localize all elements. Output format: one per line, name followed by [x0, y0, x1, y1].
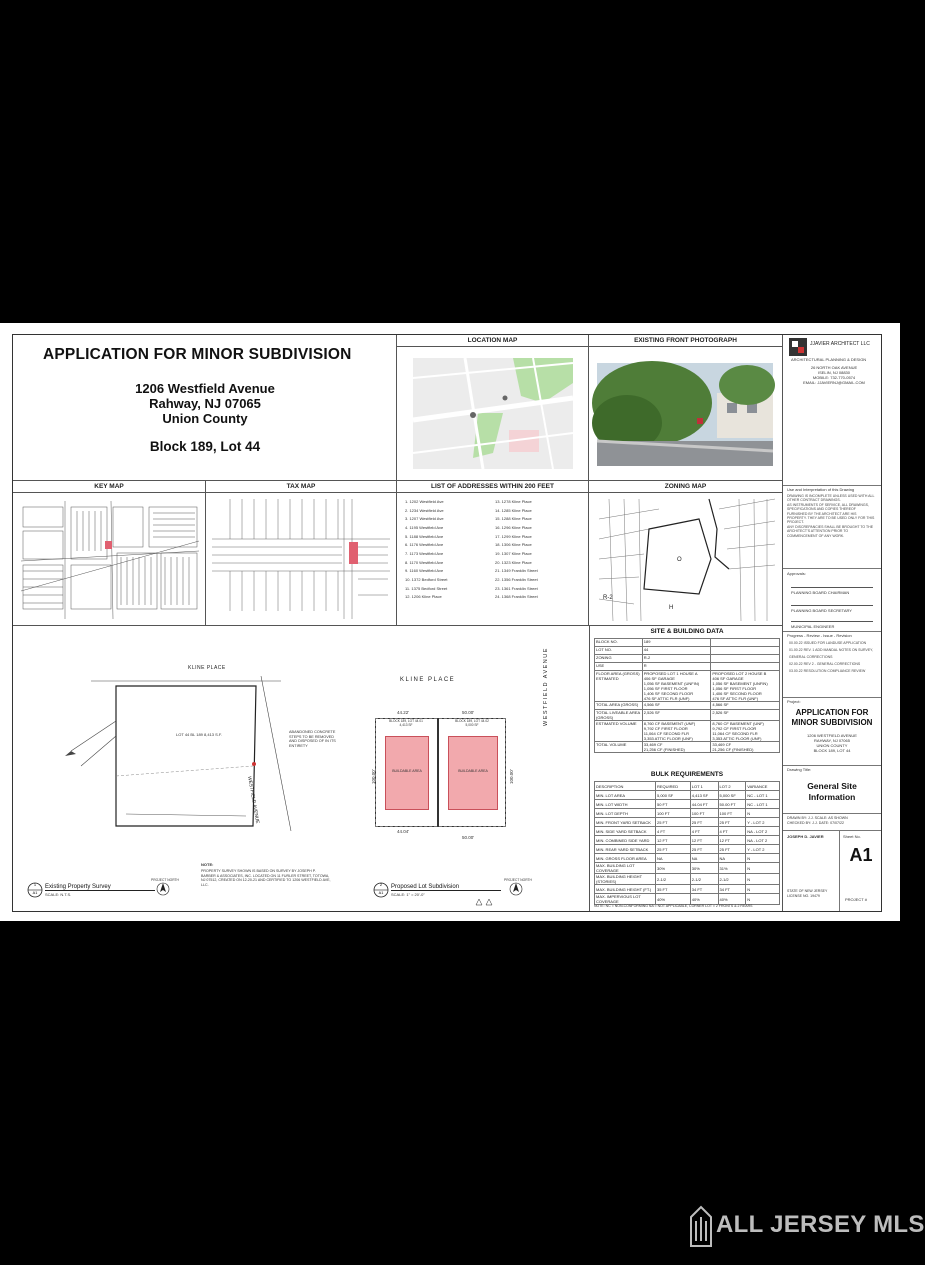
bulk-row	[595, 809, 780, 818]
bulk-cell: N	[746, 874, 780, 885]
bulk-cell: 4 FT	[690, 827, 718, 836]
data-panel	[589, 626, 783, 911]
bulk-row	[595, 836, 780, 845]
front-photograph	[597, 363, 773, 466]
north-arrow-icon	[509, 882, 523, 896]
sign-secretary: PLANNING BOARD SECRETARY	[791, 608, 852, 613]
site-data-value	[711, 639, 780, 647]
block-lot: Block 189, Lot 44	[149, 439, 261, 454]
bulk-cell: NC - LOT 1	[746, 791, 780, 800]
dim-left: 100.00'	[371, 769, 376, 784]
abandoned-steps-note: ABANDONED CONCRETE STEPS TO BE REMOVED AND DISPOSED OF IN ITS ENTIRETY	[289, 730, 336, 748]
site-data-value: 4,566 SF	[642, 702, 711, 710]
revision-item: 03.00.22 RESOLUTION COMPLIANCE REVIEW	[789, 669, 866, 673]
site-data-row	[595, 639, 780, 647]
address-line-1: 1206 Westfield Avenue	[135, 381, 275, 396]
address-item: 22. 1356 Franklin Street	[495, 577, 538, 583]
revision-item: 02.00.22 REV 2 - GENERAL CORRECTIONS	[789, 662, 861, 666]
bulk-cell: 2-1/2	[656, 874, 691, 885]
front-photo-label: EXISTING FRONT PHOTOGRAPH	[589, 335, 782, 347]
address-list-right	[493, 497, 583, 601]
caption-sheet: A1	[32, 891, 38, 895]
survey-caption: Existing Property Survey	[45, 884, 155, 891]
bulk-cell: 2-1/2	[718, 874, 746, 885]
bulk-cell: MAX. BUILDING LOT COVERAGE	[595, 863, 656, 874]
site-data-value: PROPOSED LOT 1 HOUSE A 406 SF GARAGE 1,056 SF BASEMENT (UNFIN) 1,056 SF FIRST FLOOR 1,406 SF SECOND FLOOR 476 SF ATTIC FLR (UNF)	[642, 671, 711, 702]
bulk-cell: 25 FT	[656, 845, 691, 854]
bulk-cell: MIN. LOT WIDTH	[595, 800, 656, 809]
bulk-cell: 5,000 SF	[718, 791, 746, 800]
address-item: 8. 1170 Westfield Ave	[405, 559, 444, 565]
use-text: DRAWING IS INCOMPLETE UNLESS USED WITH ALL OTHER CONTRACT DRAWINGS. AS INSTRUMENTS OF SERVICE, ALL DRAWINGS, SPECIFICATIONS AND COPIES THEREOF FURNISHED BY THE ARCHITECT ARE HIS PROPERTY. THEY ARE TO BE USED ONLY FOR THIS PROJECT. ANY DISCREPANCIES SHALL BE BROUGHT TO THE ARCHITECT'S ATTENTION PRIOR TO COMMENCEMENT OF ANY WORK.	[787, 494, 875, 538]
use-heading: Use and Interpretation of this Drawing	[787, 487, 855, 492]
dim-top-right: 50.00'	[462, 710, 475, 715]
dim-right: 100.00'	[509, 769, 514, 784]
bulk-column-header: VARIANCE	[746, 782, 780, 791]
survey-scale: SCALE: N.T.S.	[45, 892, 72, 897]
site-data-row	[595, 721, 780, 742]
bulk-cell: 12 FT	[690, 836, 718, 845]
lot-1-buildable-area	[385, 736, 429, 810]
address-item: 9. 1160 Westfield Ave	[405, 568, 444, 574]
site-data-value	[711, 647, 780, 655]
bulk-row	[595, 827, 780, 836]
addresses-panel	[397, 481, 589, 626]
bulk-cell: 25 FT	[718, 845, 746, 854]
site-data-label: ESTIMATED VOLUME	[595, 721, 643, 742]
address-item: 21. 1349 Franklin Street	[495, 568, 538, 574]
bulk-cell: Y - LOT 2	[746, 845, 780, 854]
site-data-value: 33,469 CF 21,256 CF (FINISHED)	[642, 742, 711, 753]
address-item: 3. 1207 Westfield Ave	[405, 516, 444, 522]
address-line-2: Rahway, NJ 07065	[149, 396, 261, 411]
survey-street-top: KLINE PLACE	[188, 665, 226, 671]
drawings-panel	[13, 626, 589, 911]
zone-label-h: H	[669, 605, 674, 611]
sheet-no-label: Sheet No.	[843, 834, 861, 839]
key-map-panel	[13, 481, 206, 626]
firm-name: JJAVIER ARCHITECT LLC	[810, 341, 870, 347]
drawn-by: DRAWN BY: J.J. SCALE: AS SHOWN	[787, 816, 848, 820]
site-data-heading: SITE & BUILDING DATA	[650, 628, 724, 635]
project-number-label: PROJECT #	[845, 897, 867, 902]
bulk-cell: 25 FT	[690, 818, 718, 827]
sheet-number: A1	[849, 845, 873, 865]
sign-engineer: MUNICIPAL ENGINEER	[791, 624, 835, 629]
lot-2-buildable-label: BUILDABLE AREA	[458, 769, 488, 773]
lot-2-label: BLOCK 189, LOT 44.02 5,000 SF	[455, 719, 489, 727]
bulk-row	[595, 885, 780, 894]
bulk-cell: MIN. FRONT YARD SETBACK	[595, 818, 656, 827]
bulk-row	[595, 894, 780, 905]
address-item: 16. 1296 Kline Place	[495, 524, 532, 530]
bulk-column-header: LOT 2	[718, 782, 746, 791]
address-item: 1. 1202 Westfield Ave	[405, 498, 444, 504]
survey-note-text: PROPERTY SURVEY SHOWN IS BASED ON SURVEY BY JOSEPH P. BARBER & ASSOCIATES, INC. LOCATED ON 11 FURLER STREET, TOTOWA, NJ 07512, CREATED ON 12-20-21 AND CERTIFIED TO 1206 WESTFIELD AVE, LLC.	[201, 869, 331, 887]
proposed-north-label: PROJECT NORTH	[504, 878, 532, 882]
progress-label: Progress - Review - Issue - Revision	[787, 633, 852, 638]
bulk-cell: 25 FT	[690, 845, 718, 854]
bulk-cell: NA	[690, 854, 718, 863]
site-data-row	[595, 663, 780, 671]
bulk-row	[595, 854, 780, 863]
proposed-street-side: WESTFIELD AVENUE	[543, 647, 549, 726]
project-address: 1206 WESTFIELD AVENUE RAHWAY, NJ 07065 UNION COUNTY BLOCK 189, LOT 44	[807, 733, 857, 753]
address-item: 6. 1176 Westfield Ave	[405, 542, 444, 548]
site-data-label: ZONING	[595, 655, 643, 663]
site-data-value: 44	[642, 647, 711, 655]
site-data-row	[595, 655, 780, 663]
bulk-cell: N	[746, 863, 780, 874]
north-arrow-icon	[156, 882, 170, 896]
proposed-scale: SCALE: 1" = 20'-0"	[391, 892, 425, 897]
bulk-cell: 30%	[690, 863, 718, 874]
tax-map	[212, 499, 390, 619]
site-data-value: 2,526 SF	[711, 710, 780, 721]
bulk-cell: MIN. SIDE YARD SETBACK	[595, 827, 656, 836]
address-item: 13. 1278 Kline Place	[495, 498, 532, 504]
site-data-row	[595, 742, 780, 753]
proposed-street-top: KLINE PLACE	[400, 677, 456, 683]
site-data-label: BLOCK NO.	[595, 639, 643, 647]
bulk-cell: 12 FT	[718, 836, 746, 845]
bulk-requirements-table	[594, 781, 780, 905]
title-panel	[13, 335, 397, 481]
existing-survey-plan	[21, 656, 321, 841]
address-item: 11. 1375 Bedford Street	[405, 585, 448, 591]
revision-item: 01.00.22 REV. 1 ADD MANDAL NOTES ON SURVEY, GENERAL CORRECTIONS	[789, 648, 874, 659]
bulk-cell: 12 FT	[656, 836, 691, 845]
proposed-caption: Proposed Lot Subdivision	[391, 884, 501, 891]
site-data-value: 2,526 SF	[642, 710, 711, 721]
site-data-label: TOTAL VOLUME	[595, 742, 643, 753]
dim-top-left: 44.22'	[397, 710, 410, 715]
bulk-cell: 40%	[718, 894, 746, 905]
zoning-map-label: ZONING MAP	[589, 481, 782, 493]
zone-label-o: O	[677, 557, 682, 563]
survey-street-side: WESTFIELD AVENUE	[246, 776, 260, 825]
address-item: 20. 1323 Kline Place	[495, 559, 532, 565]
bulk-cell: 100 FT	[690, 809, 718, 818]
site-data-value: 189	[642, 639, 711, 647]
dim-bottom-left: 44.04'	[397, 829, 410, 834]
drawing-title-label: Drawing Title:	[787, 767, 812, 772]
site-data-row	[595, 710, 780, 721]
architect-name: JOSEPH D. JAVIER	[787, 834, 824, 839]
caption-number: 2	[379, 882, 383, 887]
site-data-label: LOT NO.	[595, 647, 643, 655]
bulk-cell: MIN. LOT DEPTH	[595, 809, 656, 818]
drawing-sheet	[0, 323, 900, 921]
bulk-cell: 50.00 FT	[718, 800, 746, 809]
site-data-value	[711, 663, 780, 671]
address-item: 19. 1307 Kline Place	[495, 550, 532, 556]
revision-item: 00.00.22 ISSUED FOR LANDUSE APPLICATION	[789, 641, 867, 645]
zoning-map	[599, 499, 775, 621]
lot-1-label: BLOCK 189, LOT 44.01 4,413 SF	[389, 719, 423, 727]
bulk-heading: BULK REQUIREMENTS	[650, 771, 724, 778]
location-map-panel	[397, 335, 589, 481]
firm-address: 26 NORTH OAK AVENUE ISELIN, NJ 08830 MOBILE: 732-770-0574 EMAIL: JJAVIERNJ@GMAIL.COM	[803, 365, 865, 385]
address-item: 23. 1361 Franklin Street	[495, 585, 538, 591]
site-data-label: TOTAL AREA (GROSS)	[595, 702, 643, 710]
location-map	[413, 358, 573, 469]
approvals-label: Approvals:	[787, 571, 806, 576]
bulk-cell: N	[746, 854, 780, 863]
address-item: 10. 1372 Bedford Street	[405, 577, 448, 583]
bulk-row	[595, 800, 780, 809]
site-data-value	[711, 655, 780, 663]
firm-logo-icon	[789, 338, 807, 356]
address-item: 7. 1173 Westfield Ave	[405, 550, 444, 556]
firm-subtitle: ARCHITECTURAL PLANNING & DESIGN	[791, 357, 867, 362]
bulk-note: NOTE: NC = NON-CONFORMING NA = NOT APPLICABLE, CORNER LOT = 2 FRONTS & 2 REARS	[594, 904, 753, 908]
bulk-row	[595, 818, 780, 827]
site-data-value: R	[642, 663, 711, 671]
address-line-3: Union County	[162, 411, 248, 426]
front-photo-panel	[589, 335, 783, 481]
license-info: STATE OF NEW JERSEY LICENSE NO. 19479	[787, 889, 828, 898]
bulk-cell: 40%	[690, 894, 718, 905]
title-block	[783, 335, 881, 911]
bulk-cell: 25 FT	[718, 818, 746, 827]
site-data-table	[594, 638, 780, 753]
bulk-cell: MIN. REAR YARD SETBACK	[595, 845, 656, 854]
bulk-cell: N	[746, 894, 780, 905]
site-data-row	[595, 647, 780, 655]
address-item: 5. 1188 Westfield Ave	[405, 533, 444, 539]
bulk-cell: NA	[656, 854, 691, 863]
zoning-map-panel	[589, 481, 783, 626]
bulk-row	[595, 874, 780, 885]
bulk-cell: Y - LOT 2	[746, 818, 780, 827]
site-data-label: FLOOR AREA (GROSS) ESTIMATED	[595, 671, 643, 702]
bulk-cell: NA - LOT 2	[746, 836, 780, 845]
survey-north-label: PROJECT NORTH	[151, 878, 179, 882]
revision-list	[789, 640, 877, 675]
bulk-cell: MIN. GROSS FLOOR AREA	[595, 854, 656, 863]
bulk-cell: 4 FT	[656, 827, 691, 836]
bulk-cell: MAX. BUILDING HEIGHT (FT.)	[595, 885, 656, 894]
bulk-cell: 25 FT	[656, 818, 691, 827]
bulk-cell: 30%	[656, 863, 691, 874]
location-map-label: LOCATION MAP	[397, 335, 588, 347]
site-data-value: 8,760 CF BASEMENT (UNF) 9,792 CF FIRST FLOOR 11,064 CF SECOND FLR 3,353 ATTIC FLOOR (UNF)	[642, 721, 711, 742]
mls-watermark: ALL JERSEY MLS	[716, 1211, 925, 1238]
bulk-cell: 35 FT	[656, 885, 691, 894]
bulk-row	[595, 791, 780, 800]
bulk-cell: N	[746, 809, 780, 818]
zone-label-r2: R-2	[603, 595, 613, 601]
bulk-cell: 31%	[718, 863, 746, 874]
key-map	[21, 501, 199, 619]
checked-by: CHECKED BY: J.J. DATE: 07/07/22	[787, 821, 845, 825]
addresses-label: LIST OF ADDRESSES WITHIN 200 FEET	[397, 481, 588, 493]
key-map-label: KEY MAP	[13, 481, 205, 493]
survey-note-title: NOTE:	[201, 862, 214, 867]
tax-map-panel	[206, 481, 397, 626]
bulk-column-header: DESCRIPTION	[595, 782, 656, 791]
site-data-value: PROPOSED LOT 2 HOUSE B 406 SF GARAGE 1,056 SF BASEMENT (UNFIN) 1,056 SF FIRST FLOOR 1,406 SF SECOND FLOOR 476 SF ATTIC FLR (UNF)	[711, 671, 780, 702]
bulk-cell: 34 FT	[718, 885, 746, 894]
bulk-cell: 2-1/2	[690, 874, 718, 885]
bulk-cell: N	[746, 885, 780, 894]
bulk-column-header: LOT 1	[690, 782, 718, 791]
bulk-cell: MAX. BUILDING HEIGHT (STORIES)	[595, 874, 656, 885]
address-item: 14. 1285 Kline Place	[495, 507, 532, 513]
bulk-cell: 100 FT	[718, 809, 746, 818]
site-data-label: USE	[595, 663, 643, 671]
sheet-border	[12, 334, 882, 912]
bulk-cell: 4,413 SF	[690, 791, 718, 800]
bulk-column-header: REQUIRED	[656, 782, 691, 791]
caption-number: 1	[33, 882, 37, 887]
dim-bottom-right: 50.00'	[462, 835, 475, 840]
lot-1-buildable-label: BUILDABLE AREA	[392, 769, 422, 773]
site-data-value: 33,469 CF 21,256 CF (FINISHED)	[711, 742, 780, 753]
bulk-cell: MIN. COMBINED SIDE YARD	[595, 836, 656, 845]
address-item: 15. 1288 Kline Place	[495, 516, 532, 522]
address-item: 4. 1195 Westfield Ave	[405, 524, 444, 530]
drawing-title: General Site Information	[807, 781, 857, 802]
bulk-cell: 40%	[656, 894, 691, 905]
project-label: Project:	[787, 699, 801, 704]
site-data-value: R-2	[642, 655, 711, 663]
bulk-cell: MIN. LOT AREA	[595, 791, 656, 800]
bulk-cell: NC - LOT 1	[746, 800, 780, 809]
bulk-cell: 4 FT	[718, 827, 746, 836]
address-item: 2. 1234 Westfield Ave	[405, 507, 444, 513]
survey-lot-label: LOT 44 BL 189 8,413 S.F.	[176, 732, 223, 737]
bulk-cell: 50 FT	[656, 800, 691, 809]
bulk-cell: 100 FT	[656, 809, 691, 818]
bulk-cell: NA	[718, 854, 746, 863]
site-data-value: 8,760 CF BASEMENT (UNF) 9,792 CF FIRST FLOOR 11,064 CF SECOND FLR 3,353 ATTIC FLOOR (UNF)	[711, 721, 780, 742]
address-item: 17. 1299 Kline Place	[495, 533, 532, 539]
sign-chairman: PLANNING BOARD CHAIRMAN	[791, 590, 850, 595]
bulk-cell: 34 FT	[690, 885, 718, 894]
lot-2-buildable-area	[448, 736, 498, 810]
site-data-row	[595, 671, 780, 702]
bulk-cell: 44.04 FT	[690, 800, 718, 809]
tax-map-label: TAX MAP	[206, 481, 396, 493]
site-data-row	[595, 702, 780, 710]
house-logo-icon	[690, 1203, 712, 1247]
address-item: 18. 1306 Kline Place	[495, 542, 532, 548]
bulk-row	[595, 863, 780, 874]
bulk-cell: NA - LOT 2	[746, 827, 780, 836]
sheet-title: APPLICATION FOR MINOR SUBDIVISION	[43, 346, 352, 363]
site-data-label: TOTAL LIVEABLE AREA (GROSS)	[595, 710, 643, 721]
address-item: 12. 1206 Kline Place	[405, 594, 442, 600]
project-title: APPLICATION FOR MINOR SUBDIVISION	[791, 708, 873, 727]
address-item: 24. 1368 Franklin Street	[495, 594, 538, 600]
revision-triangle-icons	[475, 898, 495, 906]
bulk-row	[595, 845, 780, 854]
bulk-cell: MAX. IMPERVIOUS LOT COVERAGE	[595, 894, 656, 905]
bulk-cell: 5,000 SF	[656, 791, 691, 800]
site-data-value: 4,566 SF	[711, 702, 780, 710]
address-list-left	[403, 497, 493, 601]
caption-sheet: A1	[378, 891, 384, 895]
